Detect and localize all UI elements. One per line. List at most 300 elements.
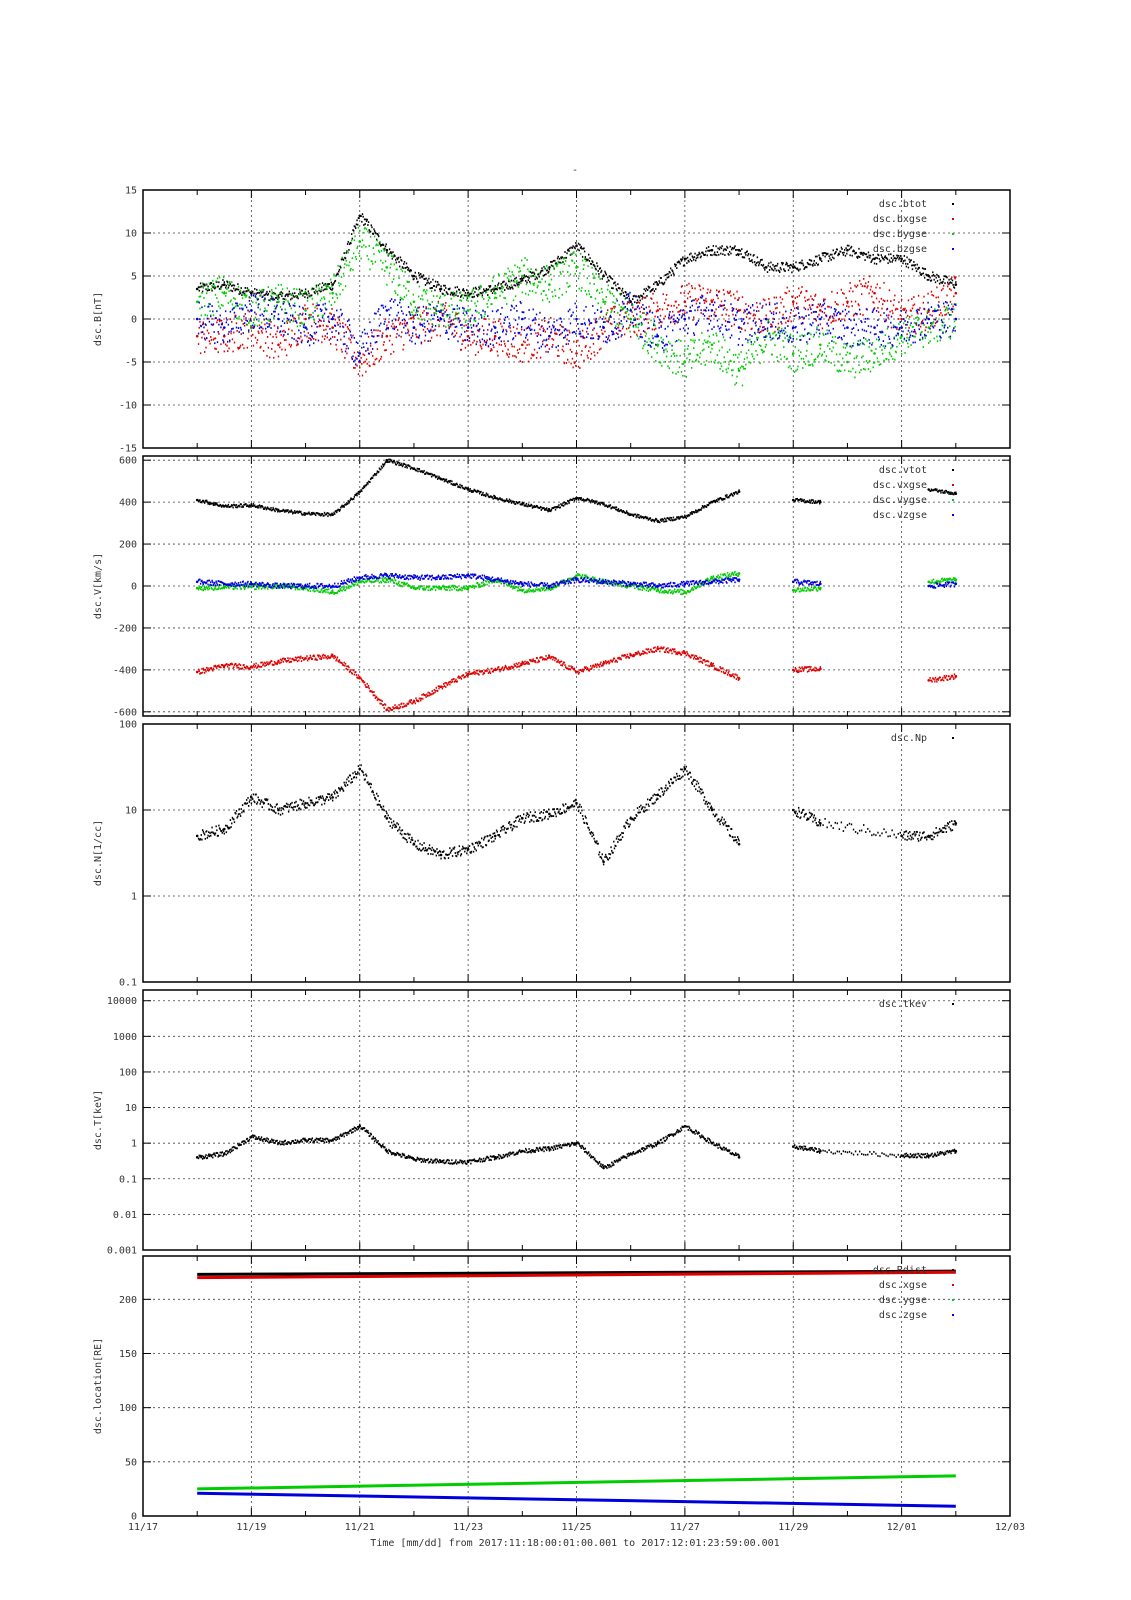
data-point: [738, 369, 741, 372]
data-point: [714, 252, 715, 254]
data-point: [926, 274, 927, 276]
data-point: [270, 333, 271, 335]
data-point: [878, 311, 879, 313]
data-point: [423, 310, 424, 312]
data-point: [684, 329, 685, 331]
data-point: [233, 332, 234, 334]
data-point: [435, 325, 436, 327]
data-point: [703, 349, 704, 351]
data-point: [333, 273, 334, 275]
data-point: [285, 331, 286, 333]
data-point: [905, 312, 906, 314]
data-point: [946, 294, 947, 296]
data-point: [353, 230, 354, 232]
data-point: [768, 265, 769, 267]
data-point: [761, 320, 762, 322]
data-point: [350, 339, 351, 341]
data-point: [360, 215, 361, 217]
data-point: [277, 344, 280, 347]
data-point: [320, 325, 321, 327]
data-point: [242, 297, 243, 299]
data-point: [565, 335, 566, 337]
data-point: [923, 296, 924, 298]
data-point: [514, 278, 515, 280]
data-point: [366, 484, 367, 486]
data-point: [656, 335, 659, 338]
data-point: [804, 297, 805, 299]
data-point: [675, 264, 676, 266]
data-point: [951, 276, 952, 278]
data-point: [451, 292, 452, 294]
data-point: [927, 318, 930, 321]
data-point: [877, 325, 878, 327]
data-point: [377, 330, 378, 332]
data-point: [231, 285, 232, 287]
data-point: [277, 327, 278, 329]
data-point: [876, 310, 877, 312]
data-point: [526, 344, 527, 346]
data-point: [839, 318, 840, 320]
data-point: [737, 357, 738, 359]
data-point: [848, 311, 849, 313]
data-point: [812, 298, 813, 300]
data-point: [294, 292, 295, 294]
data-point: [506, 287, 507, 289]
data-point: [700, 289, 701, 291]
data-point: [277, 301, 280, 304]
data-point: [383, 323, 384, 325]
data-point: [853, 327, 854, 329]
data-point: [648, 322, 649, 324]
data-point: [857, 285, 858, 287]
data-point: [755, 265, 756, 267]
data-point: [261, 322, 262, 324]
data-point: [289, 303, 290, 305]
data-point: [315, 339, 316, 341]
data-point: [568, 343, 569, 345]
data-point: [715, 315, 716, 317]
data-point: [398, 319, 399, 321]
data-point: [513, 299, 514, 301]
data-point: [480, 286, 481, 288]
data-point: [924, 334, 925, 336]
data-point: [473, 287, 474, 289]
data-point: [381, 268, 382, 270]
data-point: [632, 307, 633, 309]
data-point: [642, 336, 643, 338]
data-point: [319, 513, 320, 515]
data-point: [870, 286, 871, 288]
data-point: [495, 332, 496, 334]
data-point: [490, 330, 491, 332]
data-point: [402, 313, 403, 315]
data-point: [395, 292, 396, 294]
data-point: [770, 336, 771, 338]
data-point: [359, 367, 360, 369]
data-point: [475, 320, 476, 322]
data-point: [880, 260, 881, 262]
data-point: [654, 281, 655, 283]
data-point: [452, 311, 453, 313]
data-point: [505, 333, 506, 335]
data-point: [673, 314, 674, 316]
data-point: [929, 328, 930, 330]
data-point: [362, 343, 363, 345]
data-point: [607, 339, 608, 341]
data-point: [351, 233, 352, 235]
data-point: [216, 310, 217, 312]
data-point: [291, 294, 292, 296]
data-point: [686, 284, 687, 286]
data-point: [438, 302, 439, 304]
data-point: [327, 336, 328, 338]
data-point: [852, 368, 853, 370]
data-point: [810, 295, 811, 297]
data-point: [749, 361, 750, 363]
data-point: [653, 324, 654, 326]
data-point: [322, 317, 323, 319]
data-point: [449, 288, 450, 290]
data-point: [199, 296, 200, 298]
data-point: [331, 513, 334, 516]
data-point: [448, 328, 449, 330]
data-point: [510, 275, 511, 277]
data-point: [902, 341, 903, 343]
data-point: [657, 305, 658, 307]
data-point: [423, 289, 424, 291]
data-point: [230, 330, 231, 332]
data-point: [200, 282, 201, 284]
data-point: [492, 280, 493, 282]
data-point: [417, 314, 418, 316]
data-point: [736, 319, 737, 321]
data-point: [879, 287, 880, 289]
data-point: [715, 254, 716, 256]
data-point: [782, 317, 783, 319]
data-point: [824, 256, 825, 258]
data-point: [656, 283, 659, 286]
data-point: [478, 351, 479, 353]
data-point: [249, 300, 250, 302]
data-point: [477, 300, 478, 302]
data-point: [490, 289, 491, 291]
data-point: [352, 257, 353, 259]
data-point: [559, 258, 560, 260]
data-point: [254, 288, 255, 290]
data-point: [391, 255, 392, 257]
data-point: [782, 340, 783, 342]
data-point: [602, 326, 605, 329]
data-point: [401, 310, 402, 312]
data-point: [931, 279, 932, 281]
data-point: [654, 325, 655, 327]
data-point: [386, 335, 389, 338]
data-point: [867, 285, 868, 287]
data-point: [787, 339, 788, 341]
data-point: [583, 268, 584, 270]
data-point: [350, 341, 351, 343]
data-point: [750, 254, 751, 256]
data-point: [785, 311, 786, 313]
data-point: [815, 318, 816, 320]
data-point: [587, 333, 588, 335]
data-point: [323, 329, 324, 331]
data-point: [255, 295, 256, 297]
data-point: [405, 332, 406, 334]
data-point: [339, 269, 340, 271]
data-point: [925, 329, 926, 331]
data-point: [568, 249, 569, 251]
data-point: [877, 357, 878, 359]
data-point: [319, 319, 320, 321]
data-point: [868, 255, 869, 257]
data-point: [629, 299, 630, 301]
data-point: [808, 263, 809, 265]
data-point: [841, 337, 842, 339]
data-point: [692, 257, 693, 259]
data-point: [629, 318, 632, 321]
data-point: [591, 267, 592, 269]
data-point: [499, 318, 500, 320]
data-point: [330, 279, 331, 281]
data-point: [728, 364, 729, 366]
data-point: [901, 299, 902, 301]
data-point: [564, 330, 565, 332]
data-point: [404, 261, 405, 263]
data-point: [425, 308, 426, 310]
data-point: [316, 286, 317, 288]
data-point: [385, 245, 386, 247]
data-point: [838, 311, 839, 313]
data-point: [722, 305, 723, 307]
data-point: [416, 470, 417, 472]
data-point: [482, 338, 483, 340]
data-point: [274, 311, 275, 313]
data-point: [652, 337, 653, 339]
data-point: [819, 353, 820, 355]
data-point: [527, 339, 528, 341]
data-point: [898, 255, 899, 257]
data-point: [770, 266, 771, 268]
data-point: [885, 334, 886, 336]
data-point: [889, 311, 890, 313]
data-point: [803, 317, 804, 319]
data-point: [352, 335, 353, 337]
data-point: [646, 295, 647, 297]
data-point: [623, 292, 624, 294]
data-point: [575, 245, 578, 248]
data-point: [526, 328, 527, 330]
data-point: [661, 365, 662, 367]
data-point: [612, 308, 613, 310]
data-point: [212, 280, 213, 282]
data-point: [802, 322, 803, 324]
data-point: [427, 308, 428, 310]
data-point: [752, 304, 753, 306]
data-point: [667, 273, 668, 275]
data-point: [198, 343, 199, 345]
data-point: [921, 273, 922, 275]
data-point: [884, 300, 885, 302]
data-point: [568, 310, 569, 312]
data-point: [394, 328, 395, 330]
data-point: [461, 300, 462, 302]
data-point: [304, 318, 307, 321]
data-point: [475, 310, 476, 312]
data-point: [579, 333, 580, 335]
data-point: [713, 299, 714, 301]
data-point: [928, 342, 929, 344]
data-point: [608, 280, 609, 282]
data-point: [352, 269, 353, 271]
data-point: [616, 298, 617, 300]
data-point: [390, 335, 391, 337]
data-point: [536, 357, 537, 359]
data-point: [650, 341, 651, 343]
data-point: [299, 294, 300, 296]
data-point: [493, 277, 494, 279]
data-point: [378, 471, 379, 473]
data-point: [841, 318, 842, 320]
data-point: [654, 290, 655, 292]
data-point: [655, 344, 656, 346]
data-point: [228, 290, 229, 292]
data-point: [343, 332, 344, 334]
data-point: [782, 262, 783, 264]
data-point: [242, 344, 243, 346]
data-point: [744, 329, 745, 331]
data-point: [392, 258, 393, 260]
data-point: [566, 362, 567, 364]
data-point: [351, 357, 352, 359]
data-point: [716, 294, 717, 296]
data-point: [695, 298, 696, 300]
data-point: [602, 333, 603, 335]
data-point: [893, 326, 894, 328]
data-point: [490, 285, 491, 287]
data-point: [759, 344, 760, 346]
data-point: [356, 247, 357, 249]
data-point: [806, 341, 807, 343]
data-point: [431, 337, 432, 339]
data-point: [508, 356, 509, 358]
data-point: [449, 314, 450, 316]
data-point: [844, 320, 845, 322]
data-point: [491, 303, 492, 305]
data-point: [283, 334, 284, 336]
data-point: [299, 338, 300, 340]
data-point: [465, 347, 466, 349]
data-point: [336, 511, 337, 513]
data-point: [355, 227, 356, 229]
data-point: [679, 314, 680, 316]
data-point: [791, 368, 792, 370]
data-point: [811, 260, 812, 262]
data-point: [232, 304, 233, 306]
data-point: [877, 257, 878, 259]
data-point: [751, 335, 752, 337]
data-point: [618, 304, 619, 306]
data-point: [338, 282, 339, 284]
data-point: [252, 505, 253, 507]
data-point: [710, 289, 711, 291]
data-point: [772, 269, 773, 271]
data-point: [245, 313, 246, 315]
data-point: [806, 266, 807, 268]
data-point: [217, 278, 218, 280]
data-point: [592, 273, 593, 275]
data-point: [542, 343, 543, 345]
data-point: [657, 316, 658, 318]
data-point: [284, 322, 285, 324]
data-point: [338, 333, 339, 335]
data-point: [762, 326, 763, 328]
data-point: [876, 263, 877, 265]
data-point: [376, 358, 377, 360]
data-point: [603, 316, 604, 318]
data-point: [258, 507, 259, 509]
data-point: [686, 305, 687, 307]
data-point: [812, 304, 813, 306]
data-point: [915, 317, 916, 319]
data-point: [673, 274, 674, 276]
data-point: [318, 304, 319, 306]
data-point: [688, 293, 689, 295]
data-point: [528, 361, 529, 363]
data-point: [697, 307, 698, 309]
data-point: [832, 336, 833, 338]
data-point: [784, 356, 785, 358]
data-point: [920, 334, 921, 336]
panel-1: [93, 186, 1010, 455]
data-point: [530, 325, 531, 327]
data-point: [517, 284, 518, 286]
panel-2: [93, 456, 1010, 719]
data-point: [896, 346, 897, 348]
data-point: [264, 323, 265, 325]
data-point: [951, 282, 952, 284]
data-point: [859, 280, 860, 282]
data-point: [290, 299, 291, 301]
data-point: [474, 296, 475, 298]
data-point: [465, 295, 466, 297]
data-point: [239, 293, 240, 295]
data-point: [364, 223, 365, 225]
data-point: [496, 342, 497, 344]
data-point: [526, 282, 527, 284]
data-point: [717, 320, 718, 322]
data-point: [933, 327, 934, 329]
data-point: [860, 283, 861, 285]
data-point: [478, 294, 479, 296]
data-point: [606, 312, 607, 314]
data-point: [406, 314, 407, 316]
data-point: [699, 253, 700, 255]
data-point: [362, 239, 363, 241]
data-point: [861, 321, 862, 323]
data-point: [329, 321, 330, 323]
data-point: [485, 318, 486, 320]
y-tick-label: 200: [118, 539, 137, 551]
data-point: [736, 376, 737, 378]
data-point: [522, 361, 523, 363]
data-point: [625, 297, 626, 299]
data-point: [893, 255, 894, 257]
data-point: [369, 481, 370, 483]
data-point: [298, 329, 299, 331]
data-point: [304, 296, 305, 298]
data-point: [465, 321, 466, 323]
